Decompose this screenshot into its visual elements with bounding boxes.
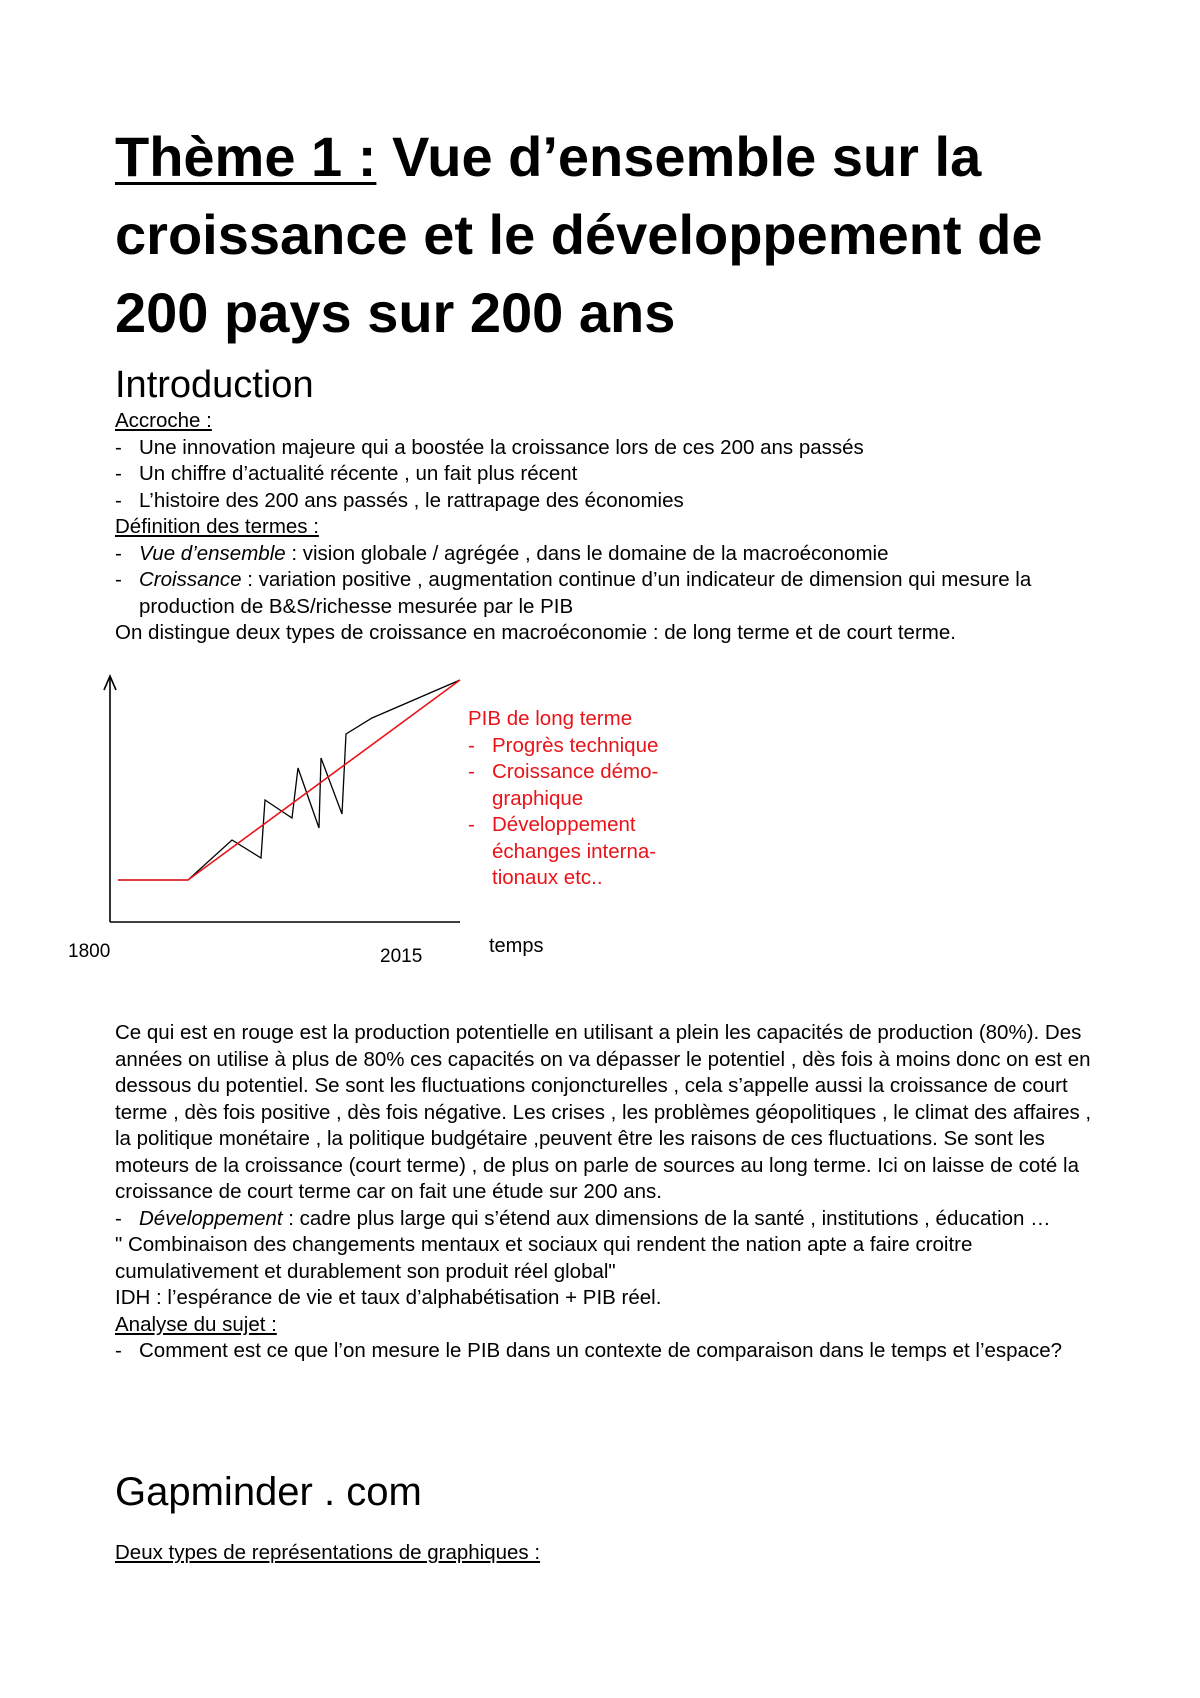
title-text: Vue d’ensemble sur la croissance et le développement de 200 pays sur 200 ans [115, 125, 1043, 344]
definition-term: Développement [139, 1206, 283, 1230]
x-start-label: 1800 [68, 941, 111, 962]
legend-item: - Progrès technique [468, 733, 659, 757]
gapminder-heading: Gapminder . com [115, 1470, 422, 1514]
definition-item: - Vue d’ensemble : vision globale / agrégée , dans le domaine de la macroéconomie [115, 541, 889, 565]
list-item: - L’histoire des 200 ans passés , le rattrapage des économies [115, 488, 684, 512]
analyse-label: Analyse du sujet : [115, 1312, 277, 1336]
x-end-label: 2015 [380, 946, 423, 967]
definition-text: : cadre plus large qui s’étend aux dimensions de la santé , institutions , éducation … [282, 1206, 1051, 1230]
list-item: - Comment est ce que l’on mesure le PIB dans un contexte de comparaison dans le temps et l’espace? [115, 1339, 1063, 1362]
list-item: - Une innovation majeure qui a boostée la croissance lors de ces 200 ans passés [115, 435, 864, 459]
introduction-section [115, 408, 1105, 647]
list-item: - Un chiffre d’actualité récente , un fait plus récent [115, 462, 578, 485]
definitions-label: Définition des termes : [115, 515, 319, 538]
chart-legend [468, 706, 698, 892]
y-axis [104, 676, 116, 922]
accroche-label: Accroche : [115, 409, 212, 432]
definition-text: : vision globale / agrégée , dans le domaine de la macroéconomie [285, 541, 889, 565]
explanation-paragraph: Ce qui est en rouge est la production potentielle en utilisant a plein les capacités de production (80%). Des années on utilise à plus de 80% ces capacités on va dépasser le potentiel , dès fois à moins donc on est en dessous du potentiel. Se sont les fluctuations conjoncturelles , cela s’appelle aussi la croissance de court terme , dès fois positive , dès fois négative. Les crises , les problèmes géopolitiques , le climat des affaires , la politique monétaire , la politique budgétaire ,peuvent être les raisons de ces fluctuations. Se sont les moteurs de la croissance (court terme) , de plus on parle de sources au long terme. Ici on laisse de coté la croissance de court terme car on fait une étude sur 200 ans. [115, 1021, 1092, 1203]
legend-item: - Développement échanges interna- tionaux etc.. [468, 813, 657, 889]
legend-title: PIB de long terme [468, 707, 633, 730]
representations-section [115, 1540, 1105, 1567]
legend-item: - Croissance démo- graphique [468, 760, 659, 810]
long-term-growth-line [118, 680, 460, 880]
definition-item: - Croissance : variation positive , augmentation continue d’un indicateur de dimension qui mesure la production de B&S/richesse mesurée par le PIB [115, 568, 1032, 618]
title-theme-label: Thème 1 : [115, 125, 377, 188]
idh-definition: IDH : l’espérance de vie et taux d’alphabétisation + PIB réel. [115, 1286, 662, 1309]
short-term-growth-line [118, 680, 460, 880]
development-quote: " Combinaison des changements mentaux et sociaux qui rendent the nation apte a faire croitre cumulativement et durablement son produit réel global" [115, 1233, 973, 1283]
introduction-heading: Introduction [115, 364, 314, 406]
definition-item: - Développement : cadre plus large qui s’étend aux dimensions de la santé , institutions , éducation … [115, 1206, 1051, 1230]
representations-label: Deux types de représentations de graphiques : [115, 1541, 541, 1564]
growth-types-sentence: On distingue deux types de croissance en macroéconomie : de long terme et de court terme. [115, 621, 956, 644]
definition-term: Croissance [139, 568, 242, 591]
definition-term: Vue d’ensemble [139, 541, 286, 565]
page-title [115, 118, 1115, 352]
explanation-section [115, 1020, 1105, 1365]
x-axis-label: temps [489, 935, 544, 957]
definition-text: : variation positive , augmentation continue d’un indicateur de dimension qui mesure la production de B&S/richesse mesurée par le PIB [139, 568, 1032, 618]
